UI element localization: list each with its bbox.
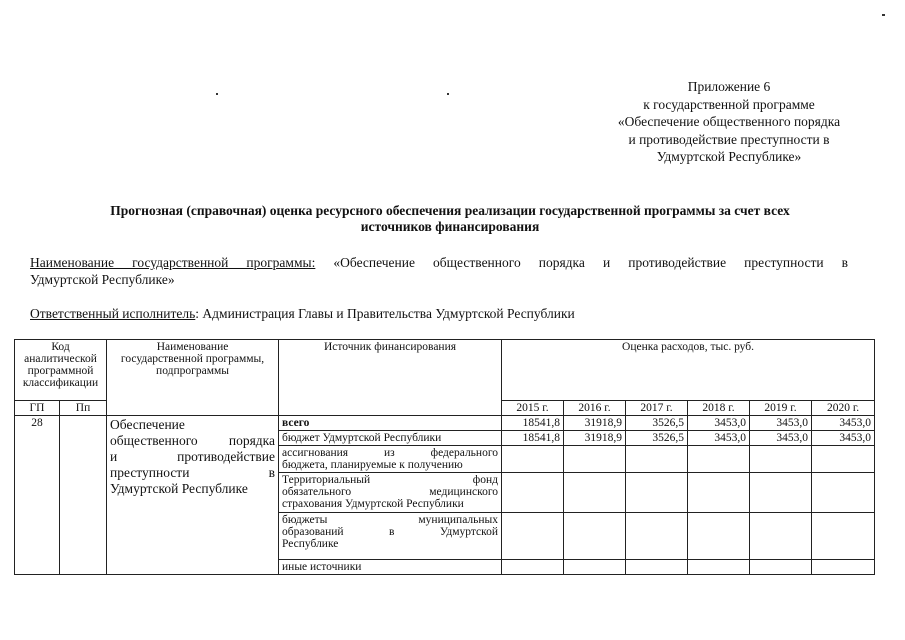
header-year: 2020 г. xyxy=(812,401,875,416)
value-cell xyxy=(626,560,688,575)
value-cell: 3453,0 xyxy=(688,431,750,446)
value-cell xyxy=(688,446,750,473)
scan-speck xyxy=(882,14,885,16)
value-cell xyxy=(564,446,626,473)
value-cell xyxy=(502,473,564,513)
value-cell: 18541,8 xyxy=(502,431,564,446)
source-cell: бюджеты муниципальных образований в Удмуртской Республике xyxy=(279,513,502,560)
header-year: 2019 г. xyxy=(750,401,812,416)
scan-speck xyxy=(216,93,218,95)
value-cell: 3526,5 xyxy=(626,431,688,446)
header-year: 2016 г. xyxy=(564,401,626,416)
header-year: 2018 г. xyxy=(688,401,750,416)
executor-value: : Администрация Главы и Правительства Удмуртской Республики xyxy=(195,306,575,321)
table-row xyxy=(15,416,875,431)
value-cell xyxy=(564,473,626,513)
value-cell xyxy=(502,513,564,560)
value-cell: 3453,0 xyxy=(750,416,812,431)
executor-paragraph xyxy=(30,305,848,322)
value-cell xyxy=(502,446,564,473)
value-cell xyxy=(750,560,812,575)
source-cell: бюджет Удмуртской Республики xyxy=(279,431,502,446)
value-cell: 18541,8 xyxy=(502,416,564,431)
value-cell xyxy=(626,513,688,560)
value-cell xyxy=(688,513,750,560)
program-name-value: «Обеспечение общественного порядка и противодействие преступности в xyxy=(333,255,848,270)
value-cell xyxy=(812,473,875,513)
value-cell xyxy=(750,446,812,473)
value-cell xyxy=(564,513,626,560)
source-cell: иные источники xyxy=(279,560,502,575)
header-code: Код аналитической программной классификации xyxy=(15,340,107,401)
value-cell xyxy=(626,473,688,513)
value-cell xyxy=(688,473,750,513)
title-line: источников финансирования xyxy=(360,219,540,234)
header-pp: Пп xyxy=(60,401,107,416)
header-year: 2015 г. xyxy=(502,401,564,416)
value-cell: 3526,5 xyxy=(626,416,688,431)
program-name-label: Наименование государственной программы: xyxy=(30,255,316,270)
appendix-line: Удмуртской Республике» xyxy=(656,149,802,164)
value-cell: 31918,9 xyxy=(564,431,626,446)
funding-table xyxy=(14,339,875,575)
value-cell: 31918,9 xyxy=(564,416,626,431)
value-cell xyxy=(750,513,812,560)
program-gp-code: 28 xyxy=(15,416,60,575)
appendix-line: к государственной программе xyxy=(643,96,815,112)
appendix-line: и противодействие преступности в xyxy=(628,131,830,147)
value-cell xyxy=(750,473,812,513)
appendix-block xyxy=(580,78,878,166)
value-cell xyxy=(812,513,875,560)
source-cell: Территориальный фонд обязательного медицинского страхования Удмуртской Республики xyxy=(279,473,502,513)
value-cell xyxy=(812,446,875,473)
program-name-value-cont: Удмуртской Республике» xyxy=(30,272,175,287)
value-cell: 3453,0 xyxy=(812,416,875,431)
header-estimate: Оценка расходов, тыс. руб. xyxy=(502,340,875,401)
value-cell: 3453,0 xyxy=(688,416,750,431)
value-cell: 3453,0 xyxy=(750,431,812,446)
program-name-paragraph xyxy=(30,254,848,288)
value-cell xyxy=(688,560,750,575)
source-cell: всего xyxy=(279,416,502,431)
appendix-line: «Обеспечение общественного порядка xyxy=(617,114,841,129)
value-cell xyxy=(812,560,875,575)
header-source: Источник финансирования xyxy=(279,340,502,416)
header-name: Наименование государственной программы, подпрограммы xyxy=(107,340,279,416)
source-cell: ассигнования из федерального бюджета, планируемые к получению xyxy=(279,446,502,473)
executor-label: Ответственный исполнитель xyxy=(30,306,196,321)
header-year: 2017 г. xyxy=(626,401,688,416)
header-gp: ГП xyxy=(15,401,60,416)
value-cell xyxy=(502,560,564,575)
appendix-line: Приложение 6 xyxy=(687,79,771,94)
scan-speck xyxy=(447,93,449,95)
title-line: Прогнозная (справочная) оценка ресурсного обеспечения реализации государственной программы за счет всех xyxy=(110,203,790,218)
value-cell: 3453,0 xyxy=(812,431,875,446)
program-pp-code xyxy=(60,416,107,575)
table-header-row xyxy=(15,340,875,401)
program-name-cell: Обеспечение общественного порядка и противодействие преступности в Удмуртской Республике xyxy=(107,416,279,575)
document-title xyxy=(40,203,860,235)
value-cell xyxy=(564,560,626,575)
value-cell xyxy=(626,446,688,473)
